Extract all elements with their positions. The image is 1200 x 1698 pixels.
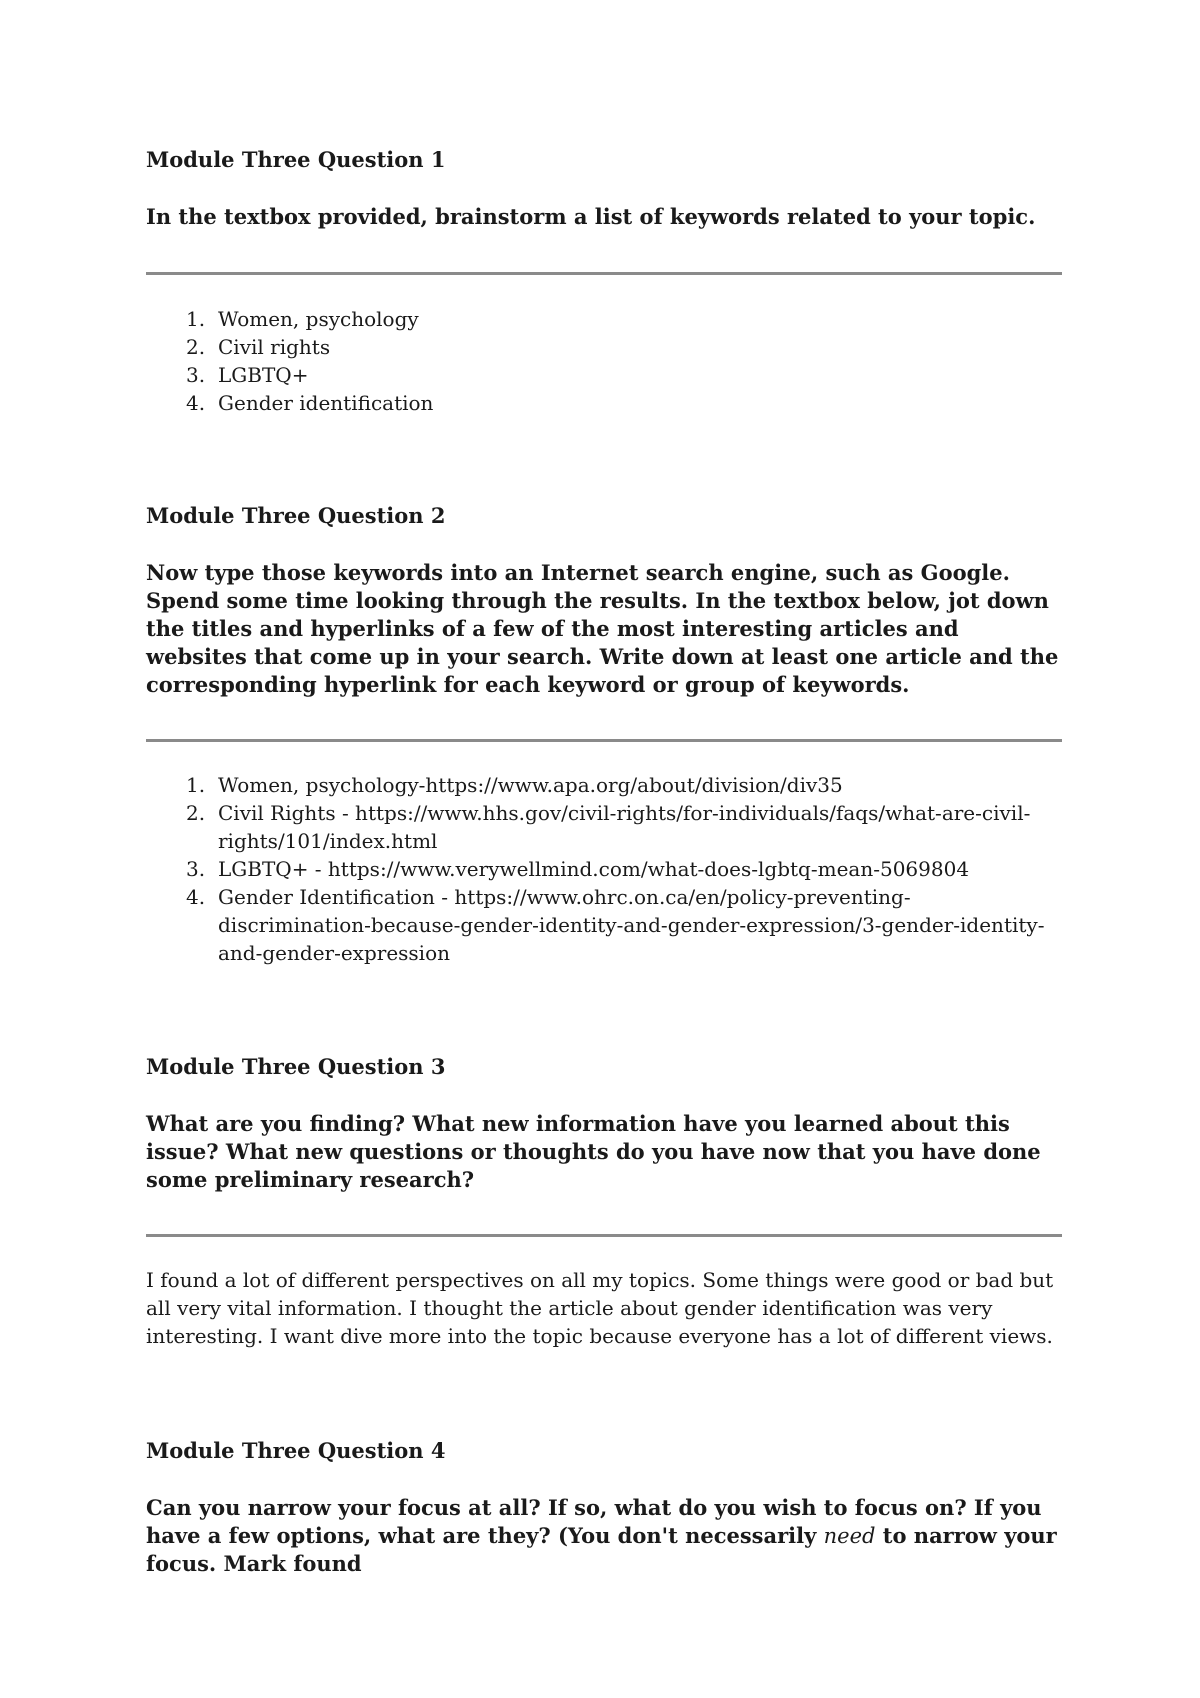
list-text: Women, psychology — [218, 307, 419, 331]
list-item — [186, 333, 1062, 361]
list-number: 1. — [186, 773, 206, 797]
list-item — [186, 855, 1062, 883]
list-text: Women, psychology-https://www.apa.org/about/division/div35 — [218, 773, 843, 797]
list-item — [186, 883, 1062, 967]
list-number: 3. — [186, 857, 206, 881]
q2-prompt: Now type those keywords into an Internet search engine, such as Google. Spend some time looking through the results. In the textbox below, jot down the titles and hyperlinks of a few of the most interesting articles and websites that come up in your search. Write down at least one article and the corresponding hyperlink for each keyword or group of keywords. — [146, 560, 1059, 697]
list-number: 3. — [186, 363, 206, 387]
list-number: 2. — [186, 335, 206, 359]
q1-title: Module Three Question 1 — [146, 147, 446, 172]
list-item — [186, 361, 1062, 389]
list-text: Civil Rights - https://www.hhs.gov/civil-rights/for-individuals/faqs/what-are-civil-rights/101/index.html — [218, 801, 1031, 853]
list-text: Gender Identification - https://www.ohrc.on.ca/en/policy-preventing-discrimination-because-gender-identity-and-gender-expression/3-gender-identity-and-gender-expression — [218, 885, 1045, 965]
q4-prompt-continuation: to narrow your focus. Mark found — [146, 1523, 1057, 1576]
q4-prompt-emphasis: need — [823, 1524, 876, 1548]
list-item — [186, 771, 1062, 799]
q1-prompt: In the textbox provided, brainstorm a list of keywords related to your topic. — [146, 204, 1036, 229]
q3-prompt: What are you finding? What new information have you learned about this issue? What new questions or thoughts do you have now that you have done some preliminary research? — [146, 1111, 1041, 1192]
q2-divider — [146, 739, 1062, 742]
q2-title: Module Three Question 2 — [146, 503, 446, 528]
list-text: LGBTQ+ - https://www.verywellmind.com/what-does-lgbtq-mean-5069804 — [218, 857, 970, 881]
q2-answer-list — [146, 771, 1062, 967]
q1-answer-list — [146, 305, 1062, 417]
list-number: 4. — [186, 391, 206, 415]
list-text: LGBTQ+ — [218, 363, 309, 387]
q4-prompt-text: Can you narrow your focus at all? If so, what do you wish to focus on? If you have a few options, what are they? (You don't necessarily — [146, 1495, 1042, 1548]
q3-divider — [146, 1234, 1062, 1237]
list-item — [186, 389, 1062, 417]
list-text: Gender identification — [218, 391, 434, 415]
q1-divider — [146, 272, 1062, 275]
q4-prompt — [146, 1494, 1062, 1578]
list-text: Civil rights — [218, 335, 331, 359]
list-number: 4. — [186, 885, 206, 909]
q4-title: Module Three Question 4 — [146, 1438, 446, 1463]
q3-answer: I found a lot of different perspectives on all my topics. Some things were good or bad but all very vital information. I thought the article about gender identification was very interesting. I want dive more into the topic because everyone has a lot of different views. — [146, 1268, 1054, 1348]
q3-title: Module Three Question 3 — [146, 1054, 446, 1079]
list-number: 1. — [186, 307, 206, 331]
list-number: 2. — [186, 801, 206, 825]
list-item — [186, 305, 1062, 333]
list-item — [186, 799, 1062, 855]
